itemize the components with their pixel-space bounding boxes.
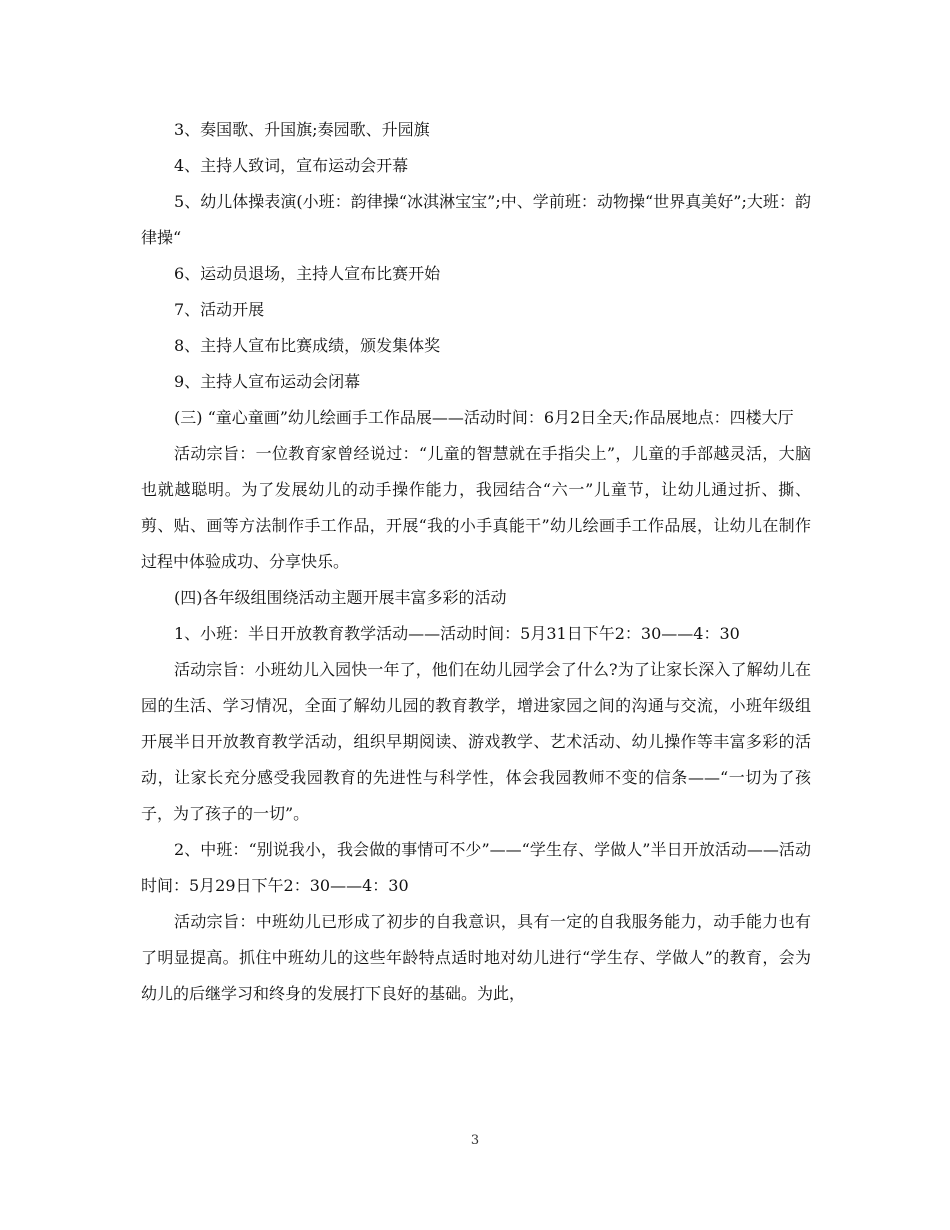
paragraph-item-7: 7、活动开展 <box>174 300 265 319</box>
paragraph-item-4: 4、主持人致词，宣布运动会开幕 <box>174 156 409 175</box>
small-class-activity: 1、小班：半日开放教育教学活动——活动时间：5月31日下午2：30——4：30 <box>174 624 740 643</box>
page-number: 3 <box>470 1133 480 1148</box>
paragraph-item-8: 8、主持人宣布比赛成绩，颁发集体奖 <box>174 336 441 355</box>
section-heading-4: (四)各年级组围绕活动主题开展丰富多彩的活动 <box>174 588 507 607</box>
document-body <box>141 112 811 1012</box>
paragraph-item-6: 6、运动员退场，主持人宣布比赛开始 <box>174 264 441 283</box>
section-heading-3: (三) “童心童画”幼儿绘画手工作品展——活动时间：6月2日全天;作品展地点：四楼大厅 <box>174 408 794 427</box>
small-class-purpose-paragraph: 活动宗旨：小班幼儿入园快一年了，他们在幼儿园学会了什么?为了让家长深入了解幼儿在园的生活、学习情况，全面了解幼儿园的教育教学，增进家园之间的沟通与交流，小班年级组开展半日开放教育教学活动，组织早期阅读、游戏教学、艺术活动、幼儿操作等丰富多彩的活动，让家长充分感受我园教育的先进性与科学性，体会我园教师不变的信条——“一切为了孩子，为了孩子的一切”。 <box>141 660 811 823</box>
paragraph-item-3: 3、奏国歌、升国旗;奏园歌、升园旗 <box>174 120 430 139</box>
middle-class-activity: 2、中班：“别说我小，我会做的事情可不少”——“学生存、学做人”半日开放活动——活动时间：5月29日下午2：30——4：30 <box>141 840 811 895</box>
paragraph-item-5: 5、幼儿体操表演(小班：韵律操“冰淇淋宝宝”;中、学前班：动物操“世界真美好”;大班：韵律操“ <box>141 192 811 247</box>
activity-purpose-paragraph: 活动宗旨：一位教育家曾经说过：“儿童的智慧就在手指尖上”，儿童的手部越灵活，大脑也就越聪明。为了发展幼儿的动手操作能力，我园结合“六一”儿童节，让幼儿通过折、撕、剪、贴、画等方法制作手工作品，开展“我的小手真能干”幼儿绘画手工作品展，让幼儿在制作过程中体验成功、分享快乐。 <box>141 444 811 571</box>
paragraph-item-9: 9、主持人宣布运动会闭幕 <box>174 372 361 391</box>
middle-class-purpose-paragraph: 活动宗旨：中班幼儿已形成了初步的自我意识，具有一定的自我服务能力，动手能力也有了明显提高。抓住中班幼儿的这些年龄特点适时地对幼儿进行“学生存、学做人”的教育，会为幼儿的后继学习和终身的发展打下良好的基础。为此， <box>141 912 811 1003</box>
